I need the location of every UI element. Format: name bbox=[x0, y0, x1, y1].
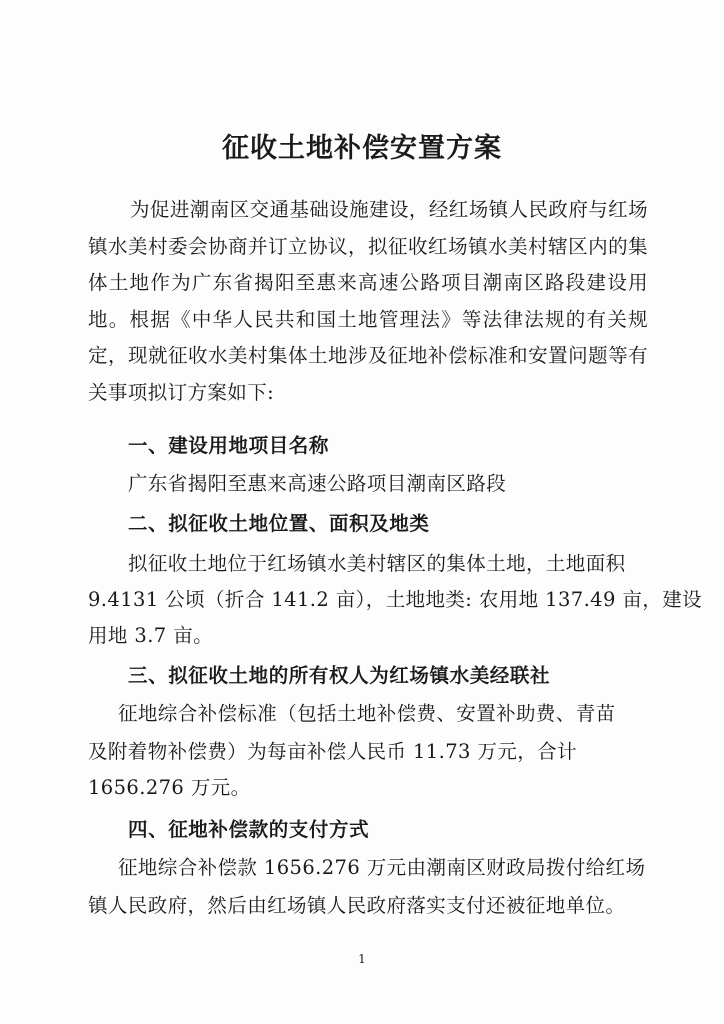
section-4-line-2: 镇人民政府，然后由红场镇人民政府落实支付还被征地单位。 bbox=[88, 894, 626, 917]
section-1-heading: 一、建设用地项目名称 bbox=[128, 434, 330, 457]
section-4-line-1: 征地综合补偿款 1656.276 万元由潮南区财政局拨付给红场 bbox=[118, 856, 646, 879]
section-2-line-3: 用地 3.7 亩。 bbox=[88, 624, 214, 647]
section-3-line-3: 1656.276 万元。 bbox=[88, 776, 251, 799]
section-2-line-1: 拟征收土地位于红场镇水美村辖区的集体土地，土地面积 bbox=[128, 552, 626, 575]
section-4-heading: 四、征地补偿款的支付方式 bbox=[128, 818, 370, 841]
section-3-heading: 三、拟征收土地的所有权人为红场镇水美经联社 bbox=[128, 664, 551, 687]
section-2-line-2: 9.4131 公顷（折合 141.2 亩），土地地类: 农用地 137.49 亩，建设 bbox=[88, 588, 702, 611]
section-1-body: 广东省揭阳至惠来高速公路项目潮南区路段 bbox=[128, 472, 507, 495]
section-3-line-1: 征地综合补偿标准（包括土地补偿费、安置补助费、青苗 bbox=[118, 702, 616, 725]
section-3-line-2: 及附着物补偿费）为每亩补偿人民币 11.73 万元，合计 bbox=[88, 740, 577, 763]
section-2-heading: 二、拟征收土地位置、面积及地类 bbox=[128, 512, 430, 535]
document-title: 征收土地补偿安置方案 bbox=[222, 133, 502, 164]
intro-paragraph: 为促进潮南区交通基础设施建设，经红场镇人民政府与红场镇水美村委会协商并订立协议，拟征收红场镇水美村辖区内的集体土地作为广东省揭阳至惠来高速公路项目潮南区路段建设用地。根据《中华人民共和国土地管理法》等法律法规的有关规定，现就征收水美村集体土地涉及征地补偿标准和安置问题等有关事项拟订方案如下: bbox=[88, 198, 648, 404]
page-number: 1 bbox=[358, 952, 366, 966]
